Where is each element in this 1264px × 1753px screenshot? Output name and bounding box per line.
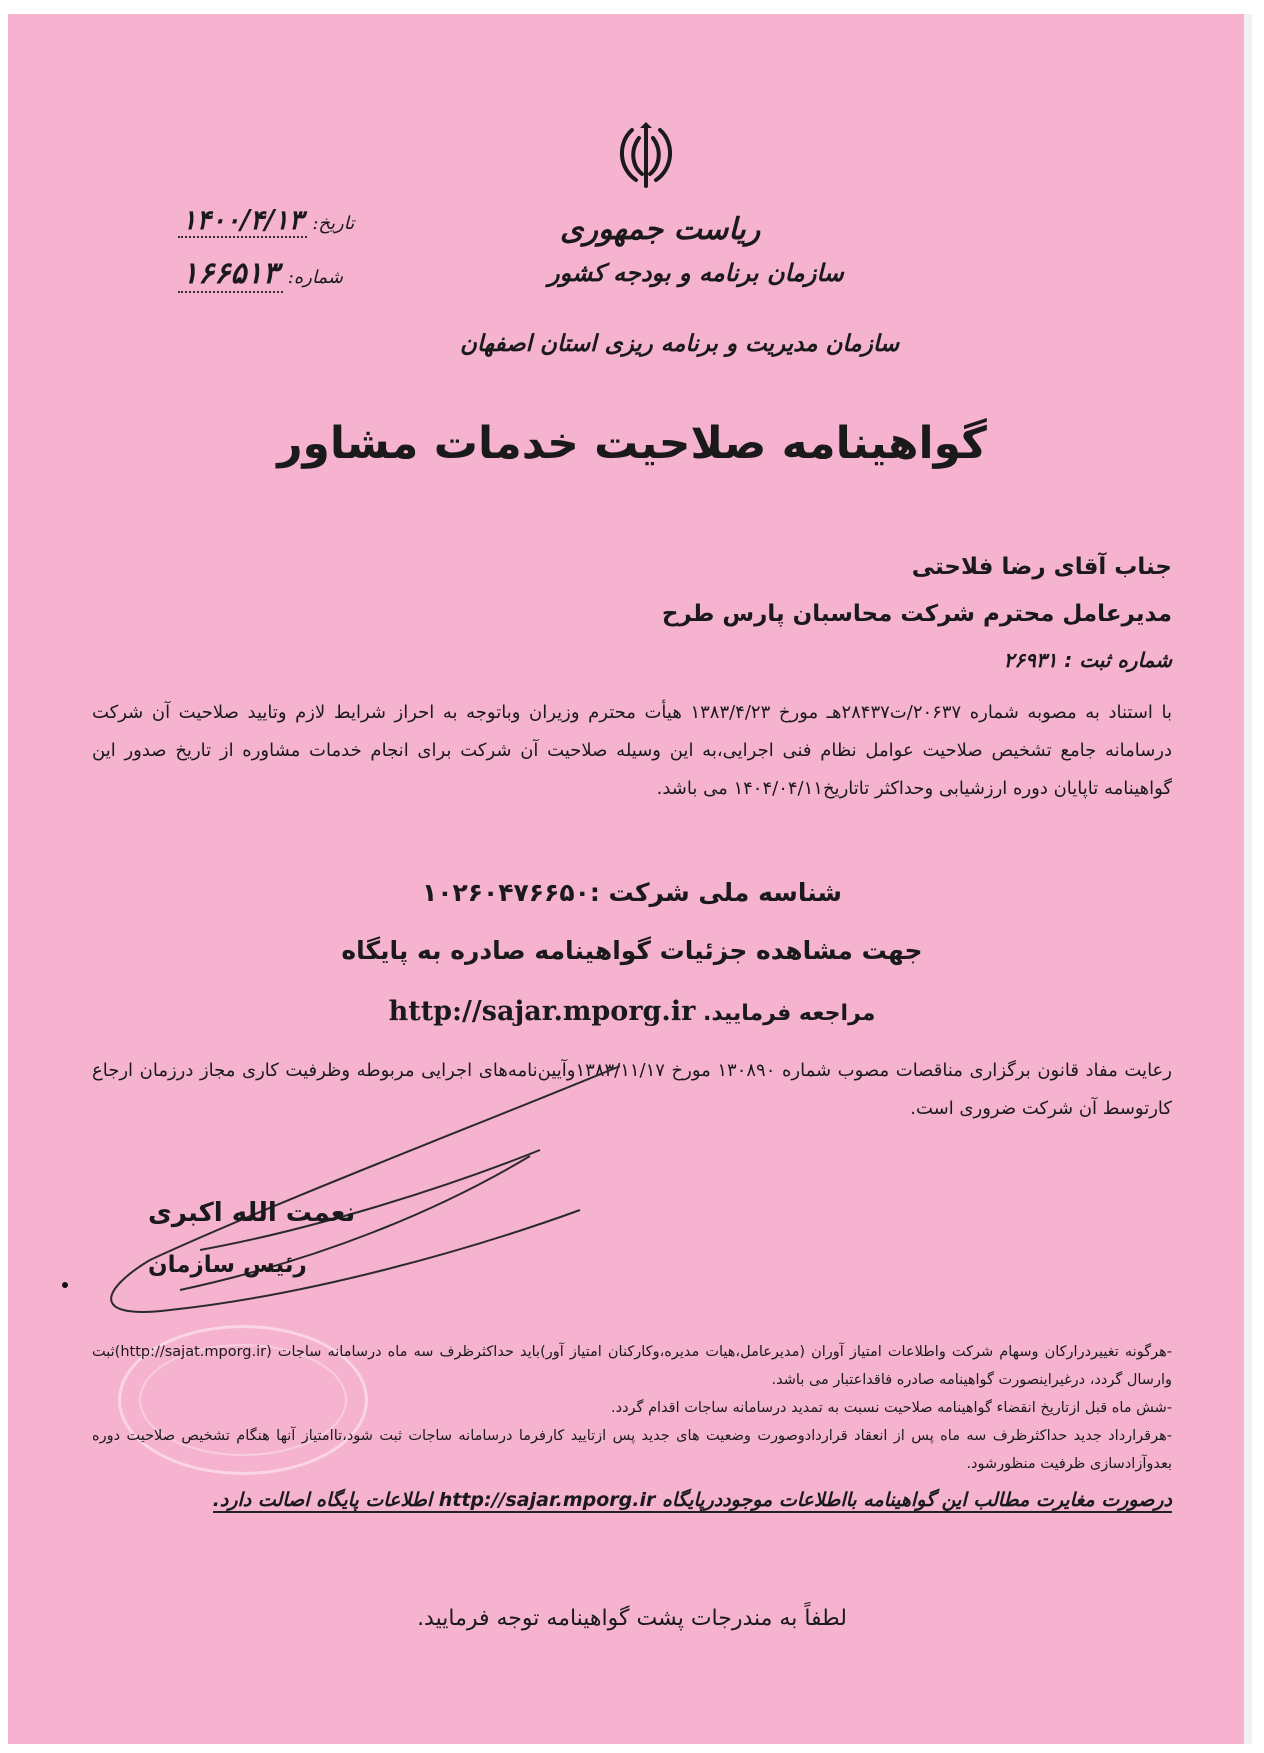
plan-budget-org-line: سازمان برنامه و بودجه کشور <box>548 258 844 287</box>
national-id-line: شناسه ملی شرکت :۱۰۲۶۰۴۷۶۶۵۰ <box>421 878 842 907</box>
note-new-contract: -هرقرارداد جدید حداکثرظرف سه ماه پس از انعقاد قراردادوصورت وضعیت های جدید پس ازتایید کارفرما درسامانه ساجات ثبت شود،تاامتیاز آنها هنگام تشخیص صلاحیت دوره بعدوآزادسازی ظرفیت منظورشود. <box>92 1428 1172 1472</box>
registration-number <box>1004 648 1172 672</box>
date-value: ۱۴۰۰/۴/۱۳ <box>178 205 307 238</box>
note-authenticity-text: درصورت مغایرت مطالب این گواهینامه بااطلاعات موجوددرپایگاه http://sajar.mporg.ir اطلاعات پایگاه اصالت دارد. <box>212 1489 1172 1511</box>
footer-notice: لطفاً به مندرجات پشت گواهینامه توجه فرمایید. <box>417 1606 847 1631</box>
recipient-name: جناب آقای رضا فلاحتی <box>911 554 1172 580</box>
number-label: شماره: <box>287 267 343 288</box>
certificate-title: گواهینامه صلاحیت خدمات مشاور <box>277 418 987 469</box>
presidency-line: ریاست جمهوری <box>560 212 761 247</box>
date-field <box>178 205 354 236</box>
certificate-body-paragraph: با استناد به مصوبه شماره ۲۰۶۳۷/ت۲۸۴۳۷هـ مورخ ۱۳۸۳/۴/۲۳ هیأت محترم وزیران وباتوجه به احراز شرایط لازم وتایید صلاحیت آن شرکت درسامانه جامع تشخیص صلاحیت عوامل نظام فنی اجرایی،به این وسیله صلاحیت آن شرکت برای انجام خدمات مشاوره از تاریخ صدور این گواهینامه تاپایان دوره ارزشیابی وحداکثر تاتاریخ۱۴۰۴/۰۴/۱۱ می باشد. <box>92 702 1173 799</box>
registration-value: ۲۶۹۳۱ <box>1003 648 1058 672</box>
dot-mark <box>62 1282 68 1288</box>
provincial-org-line: سازمان مدیریت و برنامه ریزی استان اصفهان <box>460 330 900 357</box>
number-value: ۱۶۶۵۱۳ <box>178 256 283 293</box>
date-label: تاریخ: <box>312 213 355 234</box>
refer-text: مراجعه فرمایید. <box>702 1001 876 1026</box>
details-line: جهت مشاهده جزئیات گواهینامه صادره به پایگاه <box>341 936 923 965</box>
signature-scribble <box>60 1060 620 1320</box>
signatory-title: رئیس سازمان <box>148 1252 307 1278</box>
registration-label: شماره ثبت : <box>1064 648 1172 672</box>
number-field <box>178 256 343 291</box>
recipient-position: مدیرعامل محترم شرکت محاسبان پارس طرح <box>661 601 1172 627</box>
note-change-notice: -هرگونه تغییردرارکان وسهام شرکت واطلاعات امتیاز آوران (مدیرعامل،هیات مدیره،وکارکنان امتیاز آور)باید حداکثرظرف سه ماه درسامانه ساجات (http://sajat.mporg.ir)ثبت وارسال گردد، درغیراینصورت گواهینامه صادره فاقداعتبار می باشد. <box>92 1344 1172 1388</box>
iran-emblem-icon <box>612 120 680 192</box>
sajar-url-link[interactable]: http://sajar.mporg.ir <box>388 996 696 1027</box>
url-line <box>0 996 1264 1027</box>
note-renewal: -شش ماه قبل ازتاریخ انقضاء گواهینامه صلاحیت نسبت به تمدید درسامانه ساجات اقدام گردد. <box>611 1400 1172 1416</box>
signatory-name: نعمت الله اکبری <box>148 1198 356 1228</box>
compliance-paragraph: رعایت مفاد قانون برگزاری مناقصات مصوب شماره ۱۳۰۸۹۰ مورخ ۱۳۸۳/۱۱/۱۷وآیین‌نامه‌های اجرایی مربوطه وظرفیت کاری مجاز درزمان ارجاع کارتوسط آن شرکت ضروری است. <box>92 1060 1172 1119</box>
note-authenticity <box>92 1480 1172 1520</box>
